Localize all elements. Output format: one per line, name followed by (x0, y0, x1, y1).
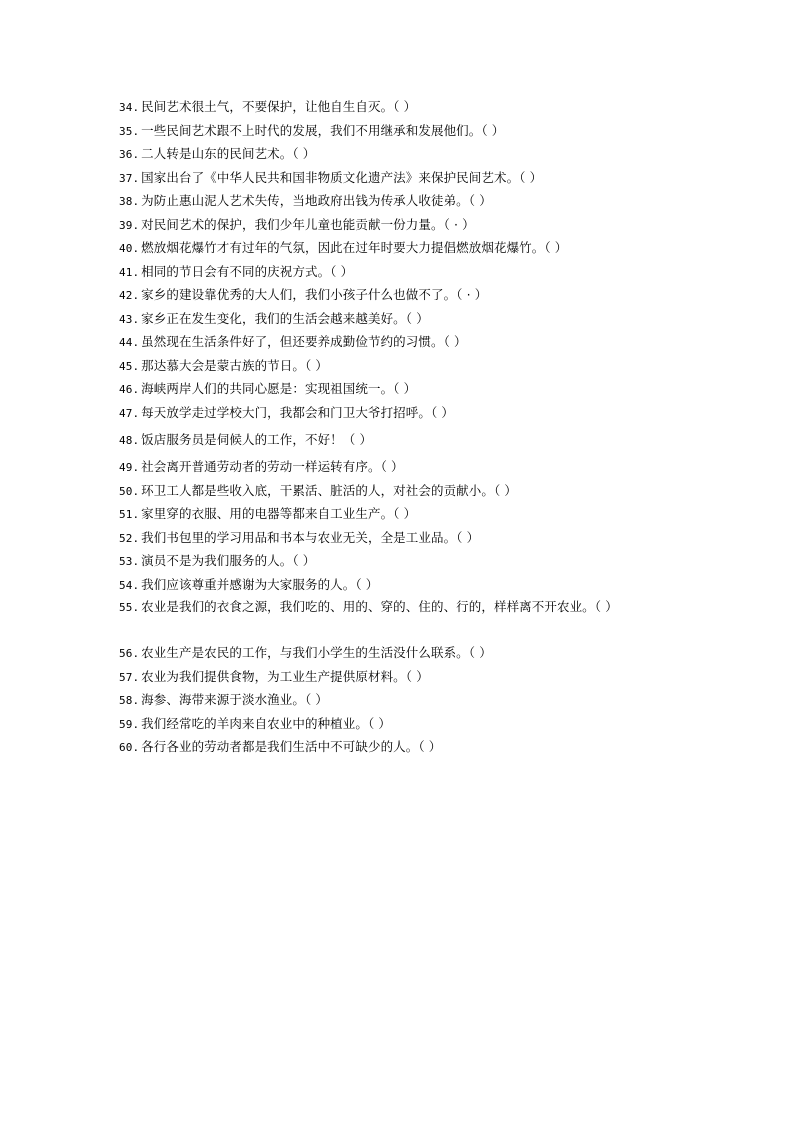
question-number: 42. (119, 289, 140, 302)
question-item (119, 189, 679, 213)
question-item (119, 502, 679, 526)
question-number: 48. (119, 434, 140, 447)
question-item (119, 735, 679, 759)
question-text: 为防止惠山泥人艺术失传，当地政府出钱为传承人收徒弟。（ ） (141, 193, 492, 208)
question-item (119, 236, 679, 260)
question-number: 36. (119, 148, 140, 161)
question-item (119, 573, 679, 597)
question-text: 社会离开普通劳动者的劳动一样运转有序。（ ） (141, 459, 404, 474)
question-text: 燃放烟花爆竹才有过年的气氛，因此在过年时要大力提倡燃放烟花爆竹。（ ） (141, 240, 568, 255)
question-number: 37. (119, 171, 140, 185)
question-text: 每天放学走过学校大门，我都会和门卫大爷打招呼。（ ） (141, 404, 454, 420)
question-text: 海参、海带来源于淡水渔业。（ ） (141, 692, 328, 707)
question-text: 我们应该尊重并感谢为大家服务的人。（ ） (141, 576, 379, 592)
question-number: 49. (119, 461, 140, 474)
question-text: 农业是我们的衣食之源，我们吃的、用的、穿的、住的、行的，样样离不开农业。（ ） (141, 599, 618, 614)
question-number: 46. (119, 383, 140, 396)
question-text: 家乡的建设靠优秀的大人们，我们小孩子什么也做不了。（ · ） (141, 287, 488, 302)
question-text: 那达慕大会是蒙古族的节日。（ ） (141, 357, 328, 373)
question-text: 二人转是山东的民间艺术。（ ） (141, 146, 316, 161)
question-text: 虽然现在生活条件好了，但还要养成勤俭节约的习惯。（ ） (141, 334, 467, 349)
question-text: 国家出台了《中华人民共和国非物质文化遗产法》来保护民间艺术。（ ） (141, 169, 543, 185)
question-item (119, 712, 679, 736)
question-item (119, 283, 679, 307)
question-number: 43. (119, 312, 140, 326)
question-number: 57. (119, 670, 140, 684)
question-item (119, 401, 679, 425)
question-item (119, 307, 679, 331)
question-number: 55. (119, 601, 140, 614)
question-text: 我们书包里的学习用品和书本与农业无关，全是工业品。（ ） (141, 529, 480, 545)
question-item (119, 354, 679, 378)
question-item (119, 213, 679, 237)
question-number: 45. (119, 359, 140, 373)
question-number: 47. (119, 406, 140, 420)
question-text: 相同的节日会有不同的庆祝方式。（ ） (141, 263, 354, 279)
question-item (119, 641, 679, 665)
question-number: 34. (119, 101, 140, 114)
question-item (119, 166, 679, 190)
question-item (119, 95, 679, 119)
question-text: 对民间艺术的保护，我们少年儿童也能贡献一份力量。（ · ） (141, 216, 475, 232)
question-text: 演员不是为我们服务的人。（ ） (141, 553, 316, 568)
question-text: 民间艺术很土气，不要保护，让他自生自灭。（ ） (141, 99, 417, 114)
question-text: 海峡两岸人们的共同心愿是：实现祖国统一。（ ） (141, 381, 417, 396)
question-number: 39. (119, 218, 140, 232)
question-text: 环卫工人都是些收入底，干累活、脏活的人，对社会的贡献小。（ ） (141, 482, 517, 498)
question-number: 40. (119, 242, 140, 255)
question-number: 41. (119, 265, 140, 279)
question-text: 一些民间艺术跟不上时代的发展，我们不用继承和发展他们。（ ） (141, 122, 505, 138)
question-text: 家乡正在发生变化，我们的生活会越来越美好。（ ） (141, 310, 429, 326)
question-item (119, 142, 679, 166)
question-number: 38. (119, 195, 140, 208)
question-item (119, 455, 679, 479)
question-item (119, 665, 679, 689)
question-item (119, 330, 679, 354)
question-item (119, 479, 679, 503)
question-number: 59. (119, 717, 140, 731)
question-number: 58. (119, 694, 140, 707)
question-text: 我们经常吃的羊肉来自农业中的种植业。（ ） (141, 715, 391, 731)
question-number: 50. (119, 484, 140, 498)
question-list (119, 95, 679, 759)
question-text: 农业生产是农民的工作，与我们小学生的生活没什么联系。（ ） (141, 645, 492, 660)
question-number: 51. (119, 508, 140, 521)
question-item (119, 526, 679, 550)
question-item (119, 377, 679, 401)
question-item (119, 688, 679, 712)
question-text: 农业为我们提供食物，为工业生产提供原材料。（ ） (141, 668, 429, 684)
question-number: 54. (119, 578, 140, 592)
question-item (119, 596, 679, 641)
question-item (119, 549, 679, 573)
question-number: 56. (119, 647, 140, 660)
question-number: 60. (119, 741, 140, 754)
question-text: 各行各业的劳动者都是我们生活中不可缺少的人。（ ） (141, 739, 442, 754)
question-number: 44. (119, 336, 140, 349)
question-number: 53. (119, 555, 140, 568)
question-number: 35. (119, 124, 140, 138)
question-item (119, 424, 679, 455)
question-text: 家里穿的衣服、用的电器等都来自工业生产。（ ） (141, 506, 417, 521)
question-number: 52. (119, 531, 140, 545)
question-item (119, 119, 679, 143)
question-text: 饭店服务员是伺候人的工作，不好！（ ） (141, 432, 373, 447)
question-item (119, 260, 679, 284)
